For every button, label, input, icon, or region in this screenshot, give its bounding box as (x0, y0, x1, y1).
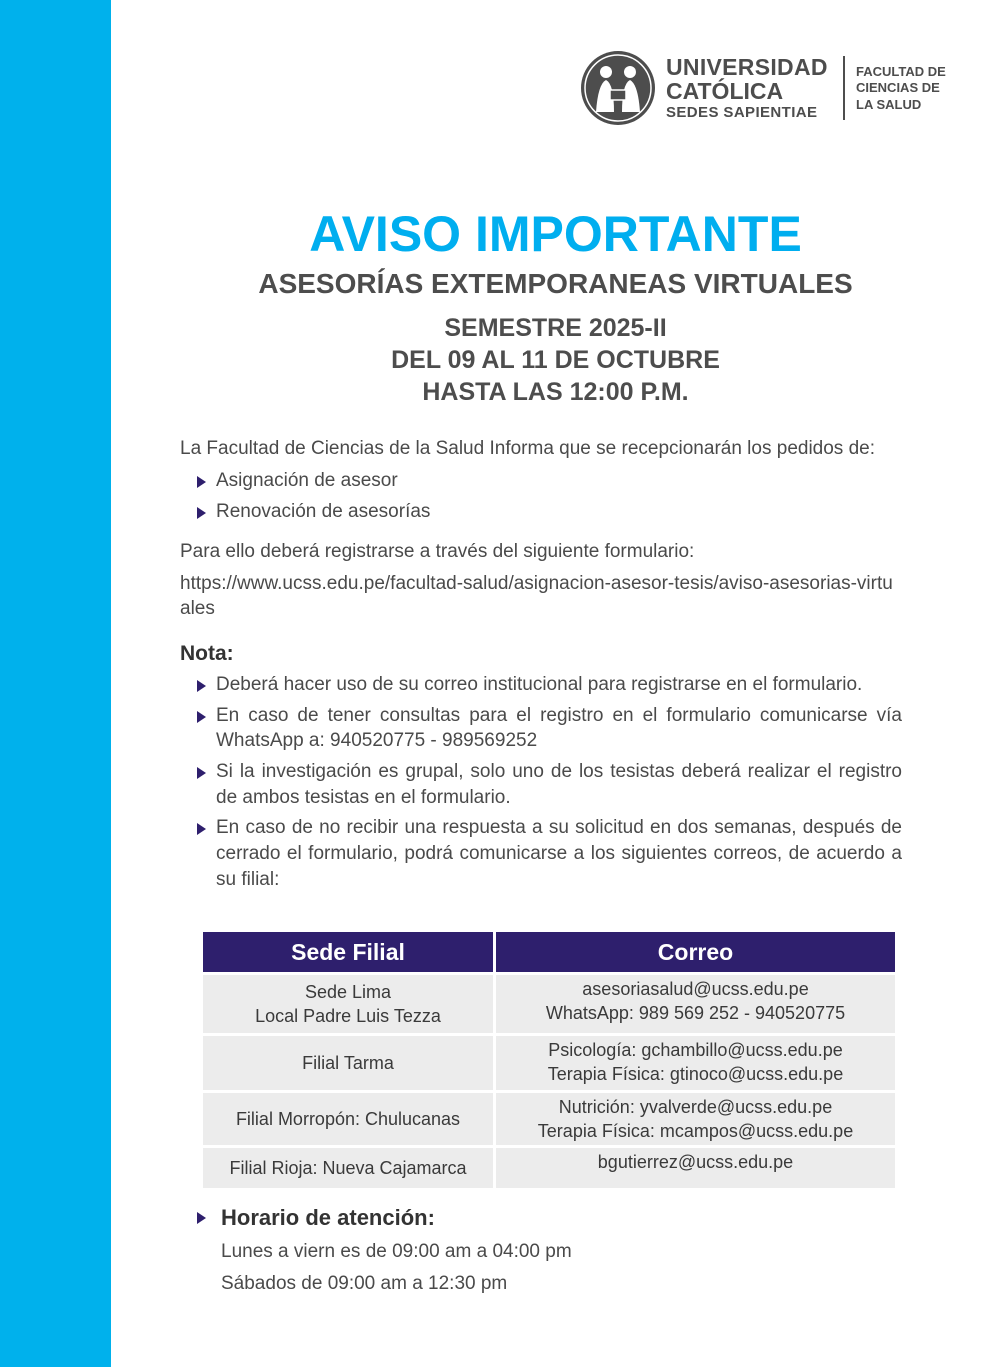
sede-line: Filial Tarma (302, 1052, 394, 1073)
sede-cell (203, 975, 493, 1033)
faculty-name-line2: CIENCIAS DE (856, 80, 940, 96)
request-item: Renovación de asesorías (180, 499, 902, 525)
office-hours-title: Horario de atención: (195, 1205, 895, 1231)
correo-cell (496, 1148, 895, 1188)
notice-body (180, 436, 902, 892)
correo-line: WhatsApp: 989 569 252 - 940520775 (545, 1003, 846, 1024)
correo-line[interactable]: Nutrición: yvalverde@ucss.edu.pe (558, 1097, 833, 1117)
sede-cell (203, 1036, 493, 1090)
university-name-line1: UNIVERSIDAD (666, 54, 828, 80)
column-header-sede: Sede Filial (203, 932, 493, 972)
note-item: En caso de no recibir una respuesta a su solicitud en dos semanas, después de cerrado el formulario, podrá comunicarse a los siguientes correos, de acuerdo a su filial: (180, 815, 902, 892)
sede-line: Filial Morropón: Chulucanas (235, 1108, 461, 1129)
semester-line: SEMESTRE 2025-II (444, 314, 667, 342)
university-name (666, 56, 828, 120)
correo-line[interactable]: Psicología: gchambillo@ucss.edu.pe (548, 1040, 843, 1060)
note-item: Si la investigación es grupal, solo uno de los tesistas deberá realizar el registro de ambos tesistas en el formulario. (180, 759, 902, 810)
university-seal-icon (580, 50, 656, 126)
correo-cell (496, 975, 895, 1033)
sede-line: Sede Lima (304, 981, 392, 1002)
faculty-name (856, 64, 946, 113)
sede-cell (203, 1148, 493, 1188)
table-row (203, 1093, 895, 1145)
faculty-name-line1: FACULTAD DE (856, 64, 946, 79)
form-intro-text: Para ello deberá registrarse a través del siguiente formulario: (180, 540, 695, 562)
university-name-line3: SEDES SAPIENTIAE (666, 104, 818, 121)
university-logo (580, 50, 960, 130)
date-range-line: DEL 09 AL 11 DE OCTUBRE (391, 346, 720, 374)
logo-divider (843, 56, 845, 120)
note-item: En caso de tener consultas para el registro en el formulario comunicarse vía WhatsApp a: 940520775 - 989569252 (180, 703, 902, 754)
note-item: Deberá hacer uso de su correo institucional para registrarse en el formulario. (180, 672, 902, 698)
branch-contacts-table (200, 929, 898, 1191)
faculty-name-line3: LA SALUD (856, 96, 922, 112)
office-hours (195, 1205, 895, 1295)
sede-line: Filial Rioja: Nueva Cajamarca (229, 1157, 467, 1178)
sede-line: Local Padre Luis Tezza (255, 1006, 441, 1026)
correo-line[interactable]: Terapia Física: gtinoco@ucss.edu.pe (547, 1064, 844, 1085)
intro-text: La Facultad de Ciencias de la Salud Informa que se recepcionarán los pedidos de: (180, 438, 875, 459)
correo-line[interactable]: Terapia Física: mcampos@ucss.edu.pe (537, 1121, 854, 1142)
deadline-line: HASTA LAS 12:00 P.M. (422, 378, 689, 406)
left-accent-bar (0, 0, 111, 1367)
table-row (203, 1148, 895, 1188)
university-name-line2: CATÓLICA (666, 78, 784, 104)
correo-cell (496, 1093, 895, 1145)
table-row (203, 975, 895, 1033)
request-item: Asignación de asesor (180, 468, 902, 494)
office-hours-line: Sábados de 09:00 am a 12:30 pm (221, 1273, 508, 1294)
notice-subtitle: ASESORÍAS EXTEMPORANEAS VIRTUALES (258, 268, 853, 299)
office-hours-line: Lunes a viern es de 09:00 am a 04:00 pm (221, 1241, 572, 1262)
correo-line[interactable]: asesoriasalud@ucss.edu.pe (582, 979, 809, 999)
table-header-row (203, 932, 895, 972)
column-header-correo: Correo (496, 932, 895, 972)
table-row (203, 1036, 895, 1090)
note-label: Nota: (180, 641, 234, 665)
correo-cell (496, 1036, 895, 1090)
form-link[interactable]: https://www.ucss.edu.pe/facultad-salud/asignacion-asesor-tesis/aviso-asesorias-virtuales (180, 572, 893, 620)
notice-title: AVISO IMPORTANTE (309, 206, 802, 262)
sede-cell (203, 1093, 493, 1145)
correo-line[interactable]: bgutierrez@ucss.edu.pe (597, 1152, 794, 1172)
